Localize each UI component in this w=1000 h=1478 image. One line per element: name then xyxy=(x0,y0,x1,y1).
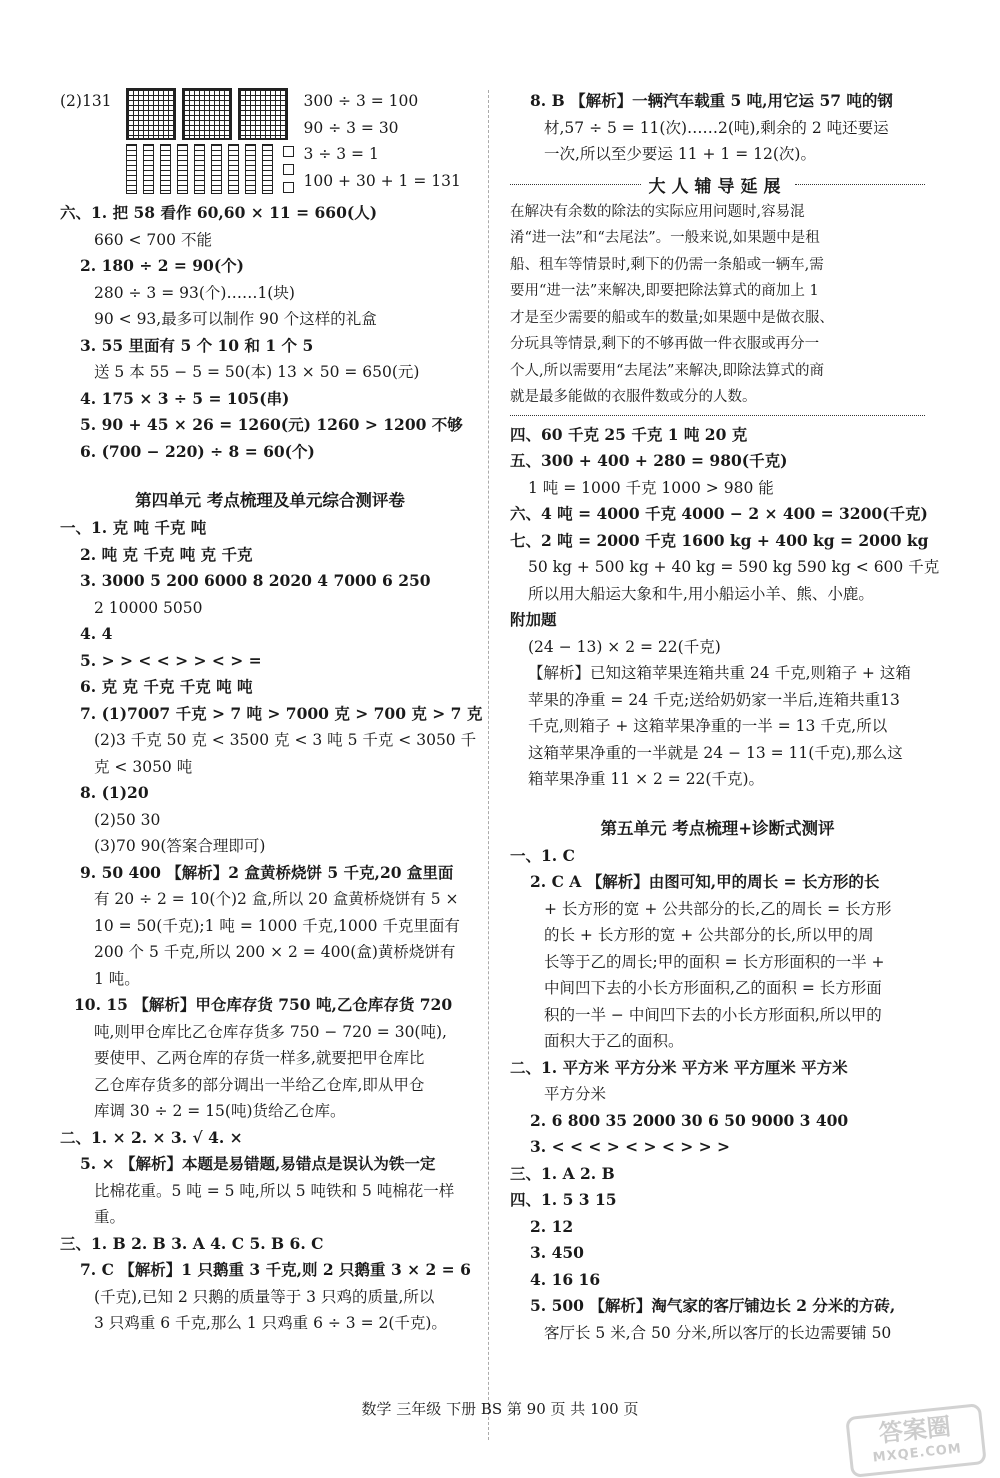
ten-rod xyxy=(194,144,205,194)
answer-line: 1 吨 = 1000 千克 1000 > 980 能 xyxy=(528,478,774,497)
answer-line: 【解析】已知这箱苹果连箱共重 24 千克,则箱子 + 这箱 xyxy=(528,664,911,682)
ten-rod xyxy=(177,144,188,194)
tip-box-body xyxy=(510,199,925,411)
answer-line: 4. 16 16 xyxy=(530,1269,601,1289)
answer-line: 2. 12 xyxy=(530,1216,574,1236)
answer-line: 90 < 93,最多可以制作 90 个这样的礼盒 xyxy=(94,310,377,328)
answer-line: 长等于乙的周长;甲的面积 = 长方形面积的一半 + xyxy=(544,952,885,971)
answer-line: 9. 50 400 【解析】2 盒黄桥烧饼 5 千克,20 盒里面 xyxy=(80,862,454,882)
hundreds-row xyxy=(126,88,294,140)
answer-line: 吨,则甲仓库比乙仓库存货多 750 − 720 = 30(吨), xyxy=(94,1022,447,1041)
answer-line: 所以用大船运大象和牛,用小船运小羊、熊、小鹿。 xyxy=(528,584,874,603)
answer-line: (24 − 13) × 2 = 22(千克) xyxy=(528,637,721,656)
unit4-heading: 第四单元 考点梳理及单元综合测评卷 xyxy=(135,491,405,510)
blocks-equation: 100 + 30 + 1 = 131 xyxy=(303,171,461,190)
answer-line: 克 < 3050 吨 xyxy=(94,757,193,776)
answer-line: 一、1. C xyxy=(510,845,575,865)
answer-line: 材,57 ÷ 5 = 11(次)……2(吨),剩余的 2 吨还要运 xyxy=(544,118,889,137)
answer-line: 的长 + 长方形的宽 + 公共部分的长,所以甲的周 xyxy=(544,926,874,944)
answer-line: 6. (700 − 220) ÷ 8 = 60(个) xyxy=(80,441,315,461)
ten-rod xyxy=(262,144,273,194)
answer-line: (千克),已知 2 只鹅的质量等于 3 只鸡的质量,所以 xyxy=(94,1287,435,1306)
answer-line: 四、60 千克 25 千克 1 吨 20 克 xyxy=(510,424,748,444)
answer-line: 2 10000 5050 xyxy=(94,598,203,617)
tip-line: 淆“进一法”和“去尾法”。一般来说,如果题中是租 xyxy=(510,230,820,246)
answer-line: 5. 90 + 45 × 26 = 1260(元) 1260 > 1200 不够 xyxy=(80,415,463,434)
ten-rod xyxy=(211,144,222,194)
answer-line: 7. C 【解析】1 只鹅重 3 千克,则 2 只鹅重 3 × 2 = 6 xyxy=(80,1260,471,1279)
unit3-answers xyxy=(60,200,480,465)
answer-line: 3. 3000 5 200 6000 8 2020 4 7000 6 250 xyxy=(80,571,431,590)
answer-line: 3 只鸡重 6 千克,那么 1 只鸡重 6 ÷ 3 = 2(千克)。 xyxy=(94,1314,447,1332)
one-cube xyxy=(283,146,294,157)
answer-line: 中间凹下去的小长方形面积,乙的面积 = 长方形面 xyxy=(544,979,882,997)
tip-box-title xyxy=(510,172,925,197)
base-ten-illustration xyxy=(60,88,480,200)
answer-line: 五、300 + 400 + 280 = 980(千克) xyxy=(510,451,788,470)
answer-line: 千克,则箱子 + 这箱苹果净重的一半 = 13 千克,所以 xyxy=(528,717,888,735)
answer-line: 附加题 xyxy=(510,610,557,629)
dotted-rule xyxy=(795,184,926,185)
answer-line: 有 20 ÷ 2 = 10(个)2 盒,所以 20 盒黄桥烧饼有 5 × xyxy=(94,890,459,908)
tens-ones-row xyxy=(126,144,294,194)
unit4-answers xyxy=(60,515,483,1337)
answer-line: 四、1. 5 3 15 xyxy=(510,1190,617,1209)
answer-line: 重。 xyxy=(94,1208,126,1226)
tip-line: 才是至少需要的船或车的数量;如果题中是做衣服、 xyxy=(510,309,834,326)
answer-line: 8. B 【解析】一辆汽车载重 5 吨,用它运 57 吨的钢 xyxy=(530,91,893,110)
answer-line: 10 = 50(千克);1 吨 = 1000 千克,1000 千克里面有 xyxy=(94,916,460,935)
blocks-label: (2)131 xyxy=(60,92,112,110)
answer-line: 二、1. × 2. × 3. √ 4. × xyxy=(60,1127,243,1147)
tip-line: 在解决有余数的除法的实际应用问题时,容易混 xyxy=(510,203,805,220)
page-footer: 数学 三年级 下册 BS 第 90 页 共 100 页 xyxy=(361,1400,639,1418)
answer-line: 七、2 吨 = 2000 千克 1600 kg + 400 kg = 2000 kg xyxy=(510,530,929,550)
hundred-block xyxy=(238,88,288,140)
answer-line: 三、1. B 2. B 3. A 4. C 5. B 6. C xyxy=(60,1233,324,1253)
answer-line: 比棉花重。5 吨 = 5 吨,所以 5 吨铁和 5 吨棉花一样 xyxy=(94,1181,455,1200)
answer-line: 4. 4 xyxy=(80,624,113,643)
answer-line: 箱苹果净重 11 × 2 = 22(千克)。 xyxy=(528,770,765,788)
one-cube xyxy=(283,182,294,193)
answer-line: 一、1. 克 吨 千克 吨 xyxy=(60,518,207,537)
base-ten-blocks xyxy=(126,88,294,198)
tip-line: 要用“进一法”来解决,即要把除法算式的商加上 1 xyxy=(510,283,819,299)
answer-line: (2)50 30 xyxy=(94,810,161,829)
hundred-block xyxy=(182,88,232,140)
answer-line: 乙仓库存货多的部分调出一半给乙仓库,即从甲仓 xyxy=(94,1075,425,1094)
ones-stack xyxy=(283,144,294,194)
blocks-equation: 90 ÷ 3 = 30 xyxy=(303,118,399,137)
answer-line: 二、1. 平方米 平方分米 平方米 平方厘米 平方米 xyxy=(510,1057,848,1077)
blocks-equation: 3 ÷ 3 = 1 xyxy=(303,145,379,163)
answer-line: 六、1. 把 58 看作 60,60 × 11 = 660(人) xyxy=(60,203,378,222)
blocks-equations xyxy=(304,88,461,194)
answer-line: 2. 180 ÷ 2 = 90(个) xyxy=(80,256,245,275)
ten-rod xyxy=(228,144,239,194)
blocks-equation: 300 ÷ 3 = 100 xyxy=(303,92,419,110)
answer-line: 280 ÷ 3 = 93(个)……1(块) xyxy=(94,283,295,302)
answer-line: 8. (1)20 xyxy=(80,783,149,802)
answer-line: 5. > > < < > > < > = xyxy=(80,650,262,670)
left-column xyxy=(60,88,483,1337)
answer-line: 库调 30 ÷ 2 = 15(吨)货给乙仓库。 xyxy=(94,1102,346,1120)
unit4-answers-more xyxy=(510,422,940,793)
tip-line: 就是最多能做的衣服件数或分的人数。 xyxy=(510,389,757,405)
answer-line: 4. 175 × 3 ÷ 5 = 105(串) xyxy=(80,388,290,408)
answer-line: 2. 6 800 35 2000 30 6 50 9000 3 400 xyxy=(530,1110,849,1130)
dotted-rule xyxy=(510,415,925,416)
unit4-answers-cont xyxy=(510,88,925,168)
answer-line: 苹果的净重 = 24 千克;送给奶奶家一半后,连箱共重13 xyxy=(528,690,900,709)
tip-line: 个人,所以需要用“去尾法”来解决,即除法算式的商 xyxy=(510,362,825,379)
answer-line: 10. 15 【解析】甲仓库存货 750 吨,乙仓库存货 720 xyxy=(74,995,453,1014)
answer-line: 积的一半 − 中间凹下去的小长方形面积,所以甲的 xyxy=(544,1005,882,1024)
answer-line: 6. 克 克 千克 千克 吨 吨 xyxy=(80,677,253,696)
answer-line: 送 5 本 55 − 5 = 50(本) 13 × 50 = 650(元) xyxy=(94,363,420,381)
tip-title: 大人辅导延展 xyxy=(648,176,787,197)
answer-line: 客厅长 5 米,合 50 分米,所以客厅的长边需要铺 50 xyxy=(544,1323,892,1342)
answer-line: 1 吨。 xyxy=(94,969,140,988)
answer-line: 平方分米 xyxy=(544,1085,607,1103)
unit5-heading: 第五单元 考点梳理+诊断式测评 xyxy=(600,818,835,838)
answer-line: 一次,所以至少要运 11 + 1 = 12(次)。 xyxy=(544,145,816,163)
answer-line: 660 < 700 不能 xyxy=(94,230,212,249)
answer-line: 5. 500 【解析】淘气家的客厅铺边长 2 分米的方砖, xyxy=(530,1296,896,1315)
answer-line: 3. < < < > < > < > > > xyxy=(530,1137,731,1156)
watermark-url: MXQE.COM xyxy=(872,1441,963,1466)
answer-line: 六、4 吨 = 4000 千克 4000 − 2 × 400 = 3200(千克) xyxy=(510,504,928,523)
ten-rod xyxy=(160,144,171,194)
unit5-answers xyxy=(510,843,925,1347)
ten-rod xyxy=(126,144,137,194)
tip-line: 船、租车等情景时,剩下的仍需一条船或一辆车,需 xyxy=(510,256,824,273)
watermark-logo xyxy=(845,1403,987,1478)
dotted-rule xyxy=(510,184,641,185)
answer-line: 要使甲、乙两仓库的存货一样多,就要把甲仓库比 xyxy=(94,1049,425,1067)
one-cube xyxy=(283,164,294,175)
answer-line: (3)70 90(答案合理即可) xyxy=(94,837,266,855)
ten-rod xyxy=(143,144,154,194)
answer-line: (2)3 千克 50 克 < 3500 克 < 3 吨 5 千克 < 3050 千 xyxy=(94,731,477,749)
tip-line: 分玩具等情景,剩下的不够再做一件衣服或再分一 xyxy=(510,336,820,352)
column-divider xyxy=(488,90,489,1440)
answer-line: 3. 450 xyxy=(530,1243,584,1262)
answer-line: 5. × 【解析】本题是易错题,易错点是误认为铁一定 xyxy=(80,1154,436,1173)
right-column xyxy=(510,88,940,1346)
hundred-block xyxy=(126,88,176,140)
answer-line: 2. C A 【解析】由图可知,甲的周长 = 长方形的长 xyxy=(530,872,880,891)
answer-line: 三、1. A 2. B xyxy=(510,1163,615,1183)
answer-line: + 长方形的宽 + 公共部分的长,乙的周长 = 长方形 xyxy=(544,899,892,918)
answer-line: 200 个 5 千克,所以 200 × 2 = 400(盒)黄桥烧饼有 xyxy=(94,943,456,961)
answer-line: 50 kg + 500 kg + 40 kg = 590 kg 590 kg < 600 千克 xyxy=(528,558,940,576)
answer-line: 这箱苹果净重的一半就是 24 − 13 = 11(千克),那么这 xyxy=(528,743,903,762)
answer-line: 面积大于乙的面积。 xyxy=(544,1032,684,1050)
spacer xyxy=(60,465,480,487)
answer-line: 3. 55 里面有 5 个 10 和 1 个 5 xyxy=(80,335,314,355)
watermark-text: 答案圈 xyxy=(877,1412,953,1448)
answer-line: 7. (1)7007 千克 > 7 吨 > 7000 克 > 700 克 > 7 克 xyxy=(80,703,483,723)
spacer xyxy=(510,793,925,815)
answer-line: 2. 吨 克 千克 吨 克 千克 xyxy=(80,544,253,564)
ten-rod xyxy=(245,144,256,194)
